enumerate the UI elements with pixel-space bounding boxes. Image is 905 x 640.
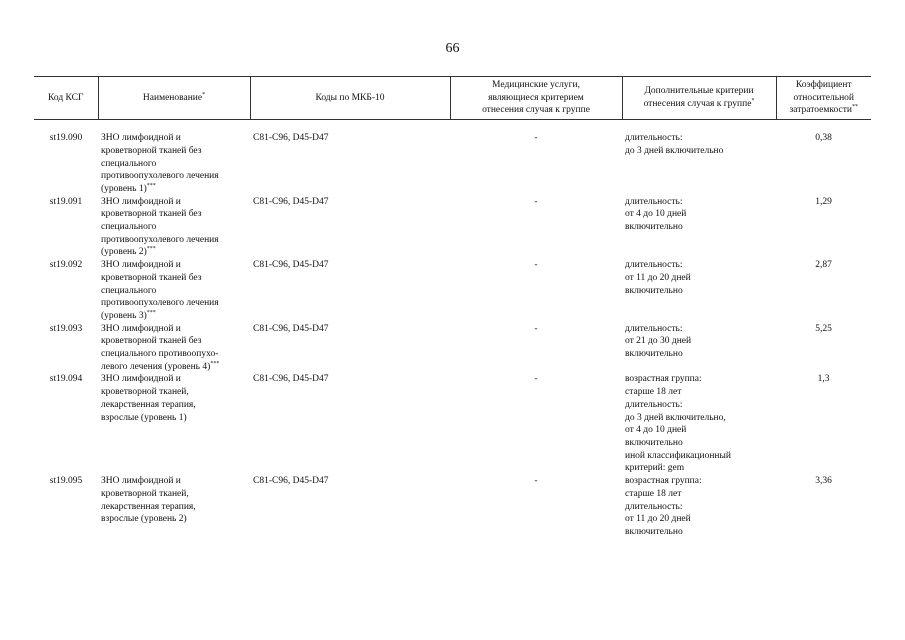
ksg-code-cell: st19.092 [49, 260, 83, 271]
medical-services-cell: - [534, 323, 538, 334]
ksg-name-cell: ЗНО лимфоидной и кроветворной тканей без специального противоопухолевого лечения (уровень 1)*** [101, 133, 219, 194]
medical-services-cell: - [534, 133, 538, 144]
header-name: Наименование* [98, 77, 250, 120]
ksg-code-cell: st19.093 [49, 323, 83, 334]
footnote-marker: *** [146, 246, 156, 253]
ksg-code-cell: st19.090 [49, 133, 83, 144]
ksg-name-cell: ЗНО лимфоидной и кроветворной тканей без специального противоопухолевого лечения (уровень 3)*** [101, 260, 219, 321]
header-coef: Коэффициент относительной затратоемкости** [776, 77, 871, 120]
mkb-codes-cell: C81-C96, D45-D47 [253, 374, 329, 385]
medical-services-cell: - [534, 374, 538, 385]
cost-coefficient-cell: 3,36 [815, 476, 832, 487]
footnote-marker: *** [146, 182, 156, 189]
page-number: 66 [445, 41, 460, 56]
table-row [34, 373, 871, 475]
mkb-codes-cell: C81-C96, D45-D47 [253, 260, 329, 271]
mkb-codes-cell: C81-C96, D45-D47 [253, 323, 329, 334]
header-coef-footnote: ** [851, 104, 858, 111]
additional-criteria-cell: длительность: от 11 до 20 дней включительно [625, 260, 691, 296]
additional-criteria-cell: возрастная группа: старше 18 лет длительность: от 11 до 20 дней включительно [625, 476, 702, 537]
ksg-table [34, 76, 871, 539]
additional-criteria-cell: длительность: от 4 до 10 дней включительно [625, 196, 687, 233]
additional-criteria-cell: возрастная группа: старше 18 лет длительность: до 3 дней включительно, от 4 до 10 дней включительно иной классификационный критерий: gem [625, 374, 731, 474]
table-row [34, 259, 871, 323]
table-row [34, 132, 871, 196]
cost-coefficient-cell: 2,87 [815, 260, 832, 271]
cost-coefficient-cell: 1,29 [815, 196, 832, 207]
ksg-code-cell: st19.094 [49, 374, 83, 385]
mkb-codes-cell: C81-C96, D45-D47 [253, 476, 329, 487]
ksg-code-cell: st19.091 [49, 196, 83, 207]
footnote-marker: *** [210, 360, 220, 367]
table-row [34, 196, 871, 260]
header-services: Медицинские услуги, являющиеся критерием отнесения случая к группе [450, 77, 622, 120]
mkb-codes-cell: C81-C96, D45-D47 [253, 133, 329, 144]
header-criteria-footnote: * [751, 98, 755, 105]
medical-services-cell: - [534, 196, 538, 207]
additional-criteria-cell: длительность: от 21 до 30 дней включительно [625, 323, 692, 360]
header-criteria: Дополнительные критерии отнесения случая к группе* [622, 77, 776, 120]
header-code: Код КСГ [34, 77, 98, 120]
cost-coefficient-cell: 0,38 [815, 133, 832, 144]
ksg-name-cell: ЗНО лимфоидной и кроветворной тканей, лекарственная терапия, взрослые (уровень 1) [101, 374, 196, 423]
header-mkb: Коды по МКБ-10 [250, 77, 450, 120]
ksg-name-cell: ЗНО лимфоидной и кроветворной тканей без специального противоопухо- левого лечения (уровень 4)*** [101, 323, 220, 372]
cost-coefficient-cell: 5,25 [815, 323, 832, 334]
medical-services-cell: - [534, 476, 538, 487]
ksg-name-cell: ЗНО лимфоидной и кроветворной тканей без специального противоопухолевого лечения (уровень 2)*** [101, 196, 219, 258]
cost-coefficient-cell: 1,3 [817, 374, 830, 385]
ksg-name-cell: ЗНО лимфоидной и кроветворной тканей, лекарственная терапия, взрослые (уровень 2) [101, 476, 196, 525]
header-name-footnote: * [202, 91, 206, 98]
mkb-codes-cell: C81-C96, D45-D47 [253, 196, 329, 207]
table-row [34, 475, 871, 539]
table-row [34, 323, 871, 374]
medical-services-cell: - [534, 260, 538, 271]
additional-criteria-cell: длительность: до 3 дней включительно [625, 133, 724, 156]
ksg-code-cell: st19.095 [49, 476, 83, 487]
table-header-row [34, 77, 871, 120]
footnote-marker: *** [146, 309, 156, 316]
